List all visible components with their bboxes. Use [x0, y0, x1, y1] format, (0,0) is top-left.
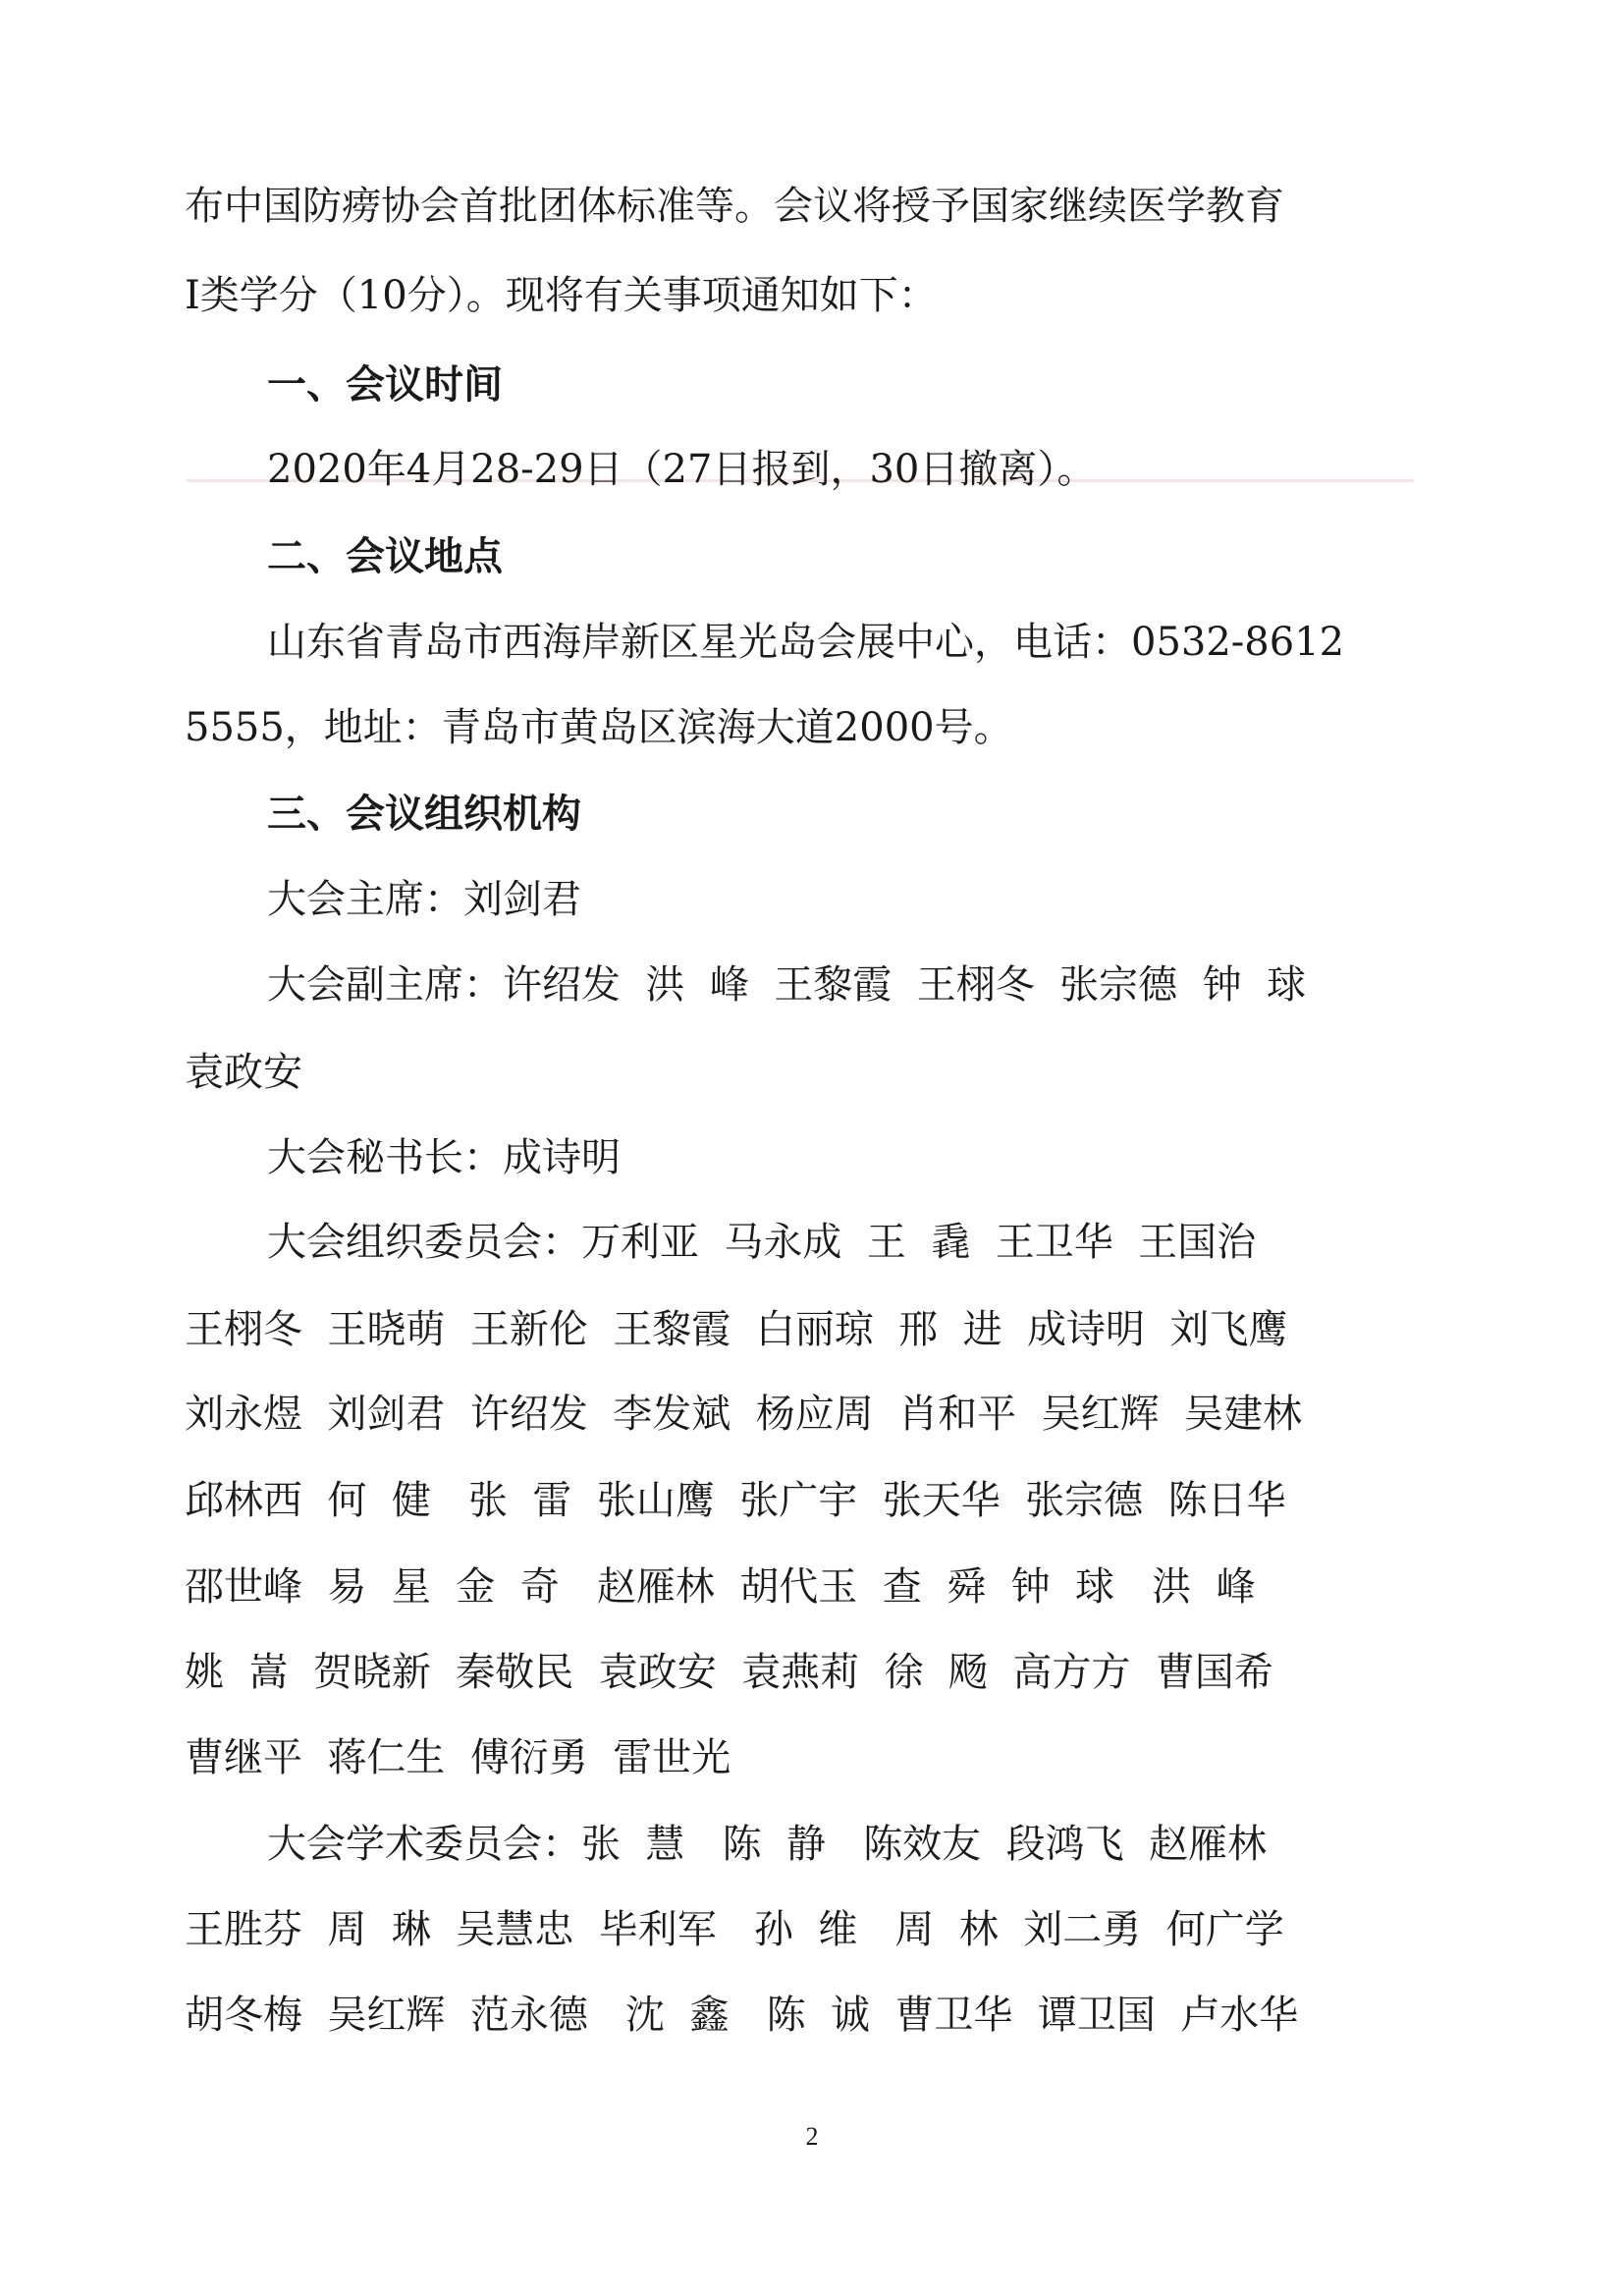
body-paragraph: 大会秘书长：成诗明	[267, 1135, 621, 1180]
page-number: 2	[805, 2122, 819, 2151]
section-heading-venue: 二、会议地点	[267, 534, 503, 579]
body-paragraph: 布中国防痨协会首批团体标准等。会议将授予国家继续医学教育	[185, 184, 1284, 229]
body-paragraph: 姚 嵩 贺晓新 秦敬民 袁政安 袁燕莉 徐 飏 高方方 曹国希	[185, 1650, 1273, 1695]
body-paragraph: 邱林西 何 健 张 雷 张山鹰 张广宇 张天华 张宗德 陈日华	[185, 1478, 1286, 1523]
body-paragraph: 2020年4月28-29日（27日报到，30日撤离）。	[267, 447, 1097, 492]
body-paragraph: 大会副主席：许绍发 洪 峰 王黎霞 王栩冬 张宗德 钟 球	[267, 962, 1307, 1008]
body-paragraph: 袁政安	[185, 1050, 302, 1095]
body-paragraph: 曹继平 蒋仁生 傅衍勇 雷世光	[185, 1735, 731, 1780]
body-paragraph: 大会学术委员会：张 慧 陈 静 陈效友 段鸿飞 赵雁林	[267, 1822, 1268, 1867]
body-paragraph: 胡冬梅 吴红辉 范永德 沈 鑫 陈 诚 曹卫华 谭卫国 卢水华	[185, 1993, 1299, 2038]
body-paragraph: 邵世峰 易 星 金 奇 赵雁林 胡代玉 查 舜 钟 球 洪 峰	[185, 1564, 1256, 1610]
body-paragraph: Ⅰ类学分（10分）。现将有关事项通知如下：	[185, 273, 938, 318]
section-heading-time: 一、会议时间	[267, 362, 503, 408]
section-heading-organization: 三、会议组织机构	[267, 792, 581, 837]
body-paragraph: 山东省青岛市西海岸新区星光岛会展中心，电话：0532-8612	[267, 620, 1345, 665]
body-paragraph: 5555，地址：青岛市黄岛区滨海大道2000号。	[185, 705, 1013, 750]
body-paragraph: 大会主席：刘剑君	[267, 877, 581, 922]
body-paragraph: 王栩冬 王晓萌 王新伦 王黎霞 白丽琼 邢 进 成诗明 刘飞鹰	[185, 1307, 1288, 1352]
body-paragraph: 刘永煜 刘剑君 许绍发 李发斌 杨应周 肖和平 吴红辉 吴建林	[185, 1392, 1303, 1437]
body-paragraph: 王胜芬 周 琳 吴慧忠 毕利军 孙 维 周 林 刘二勇 何广学	[185, 1907, 1284, 1952]
body-paragraph: 大会组织委员会：万利亚 马永成 王 毳 王卫华 王国治	[267, 1220, 1257, 1265]
